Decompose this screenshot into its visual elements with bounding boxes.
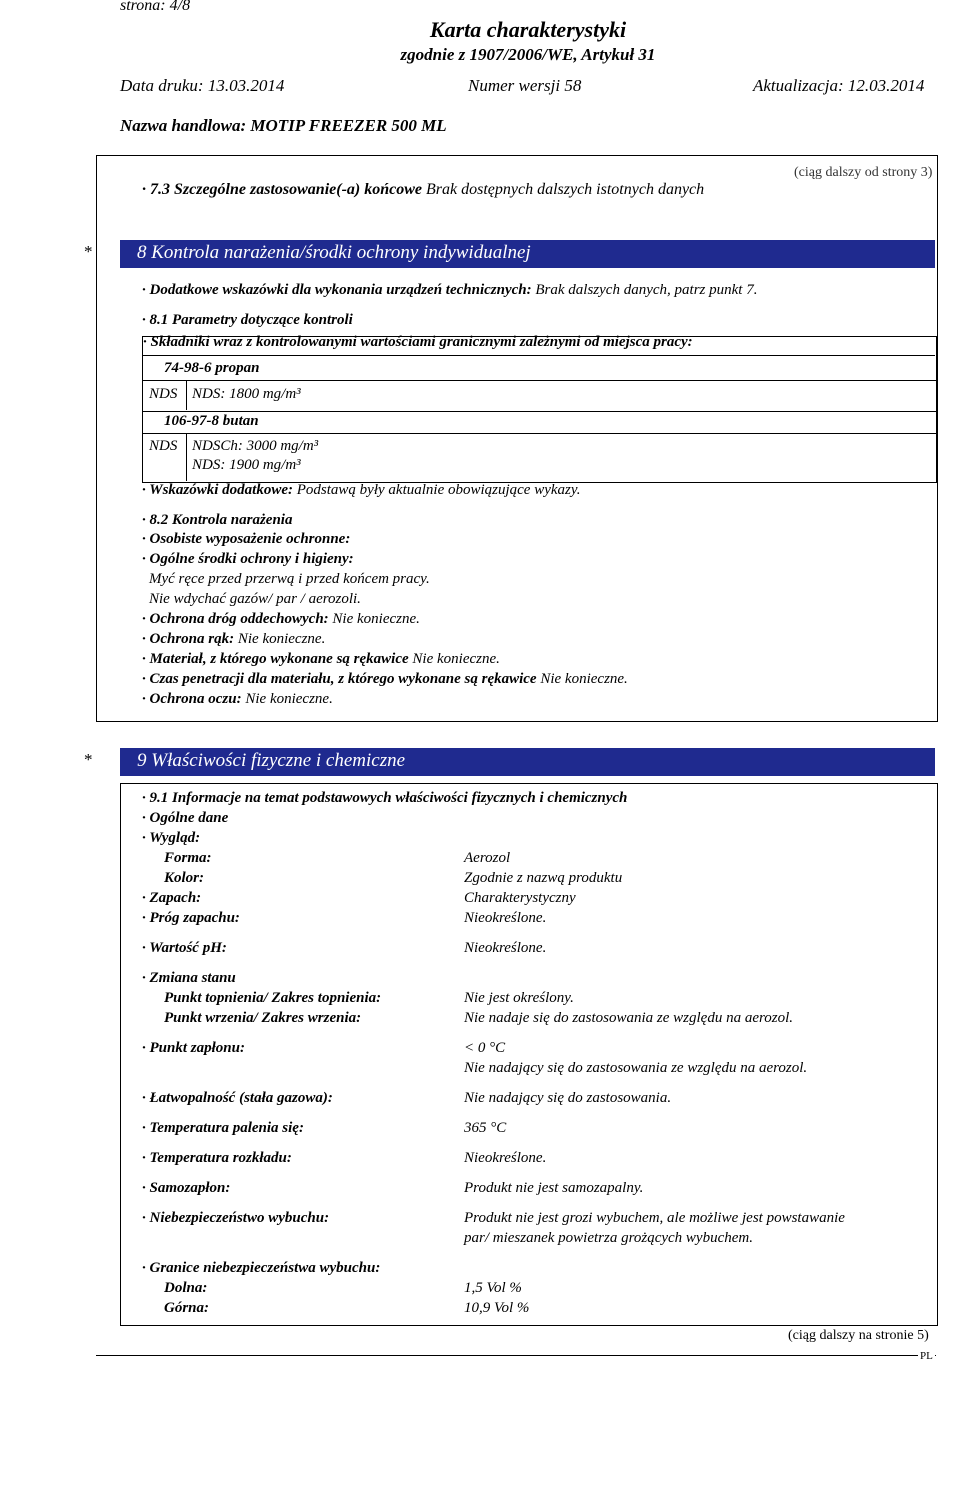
additional-hints — [142, 482, 580, 499]
eye-protection-value: Nie konieczne. — [245, 691, 333, 707]
hand-protection-value: Nie konieczne. — [237, 631, 326, 647]
ignition-temp-value: 365 °C — [464, 1120, 507, 1136]
trade-name: Nazwa handlowa: MOTIP FREEZER 500 ML — [120, 116, 447, 135]
melting-point-label: Punkt topnienia/ Zakres topnienia: — [164, 990, 382, 1006]
form-label: Forma: — [164, 850, 212, 866]
odor-threshold-value: Nieokreślone. — [464, 910, 547, 926]
state-change-label: · Zmiana stanu — [142, 970, 236, 986]
glove-material-label: · Materiał, z którego wykonane są rękawice — [142, 651, 409, 667]
section-8-header — [120, 240, 935, 268]
glove-material — [142, 651, 500, 668]
decomposition-temp-label: · Temperatura rozkładu: — [142, 1150, 292, 1166]
melting-point-value: Nie jest określony. — [464, 990, 574, 1006]
technical-guidance-label: · Dodatkowe wskazówki dla wykonania urządzeń technicznych: — [142, 282, 532, 298]
boiling-point-label: Punkt wrzenia/ Zakres wrzenia: — [164, 1010, 362, 1026]
flash-point-value: < 0 °C — [464, 1040, 506, 1056]
color-label: Kolor: — [164, 870, 205, 886]
substance-butane: 106-97-8 butan — [164, 413, 259, 429]
limit-value: NDS: 1800 mg/m³ — [192, 386, 301, 402]
continued-from: (ciąg dalszy od strony 3) — [794, 165, 933, 180]
section-7-3-value: Brak dostępnych dalszych istotnych danych — [426, 181, 705, 198]
odor-label: · Zapach: — [142, 890, 202, 906]
divider — [142, 433, 936, 434]
ignition-temp-label: · Temperatura palenia się: — [142, 1120, 304, 1136]
color-value: Zgodnie z nazwą produktu — [464, 870, 623, 886]
revision-star: * — [84, 750, 93, 769]
explosion-limits-label: · Granice niebezpieczeństwa wybuchu: — [142, 1260, 381, 1276]
hand-protection — [142, 631, 325, 648]
section-8-1-heading: · 8.1 Parametry dotyczące kontroli — [142, 312, 353, 328]
section-8-2-heading: · 8.2 Kontrola narażenia — [142, 512, 293, 528]
update-date: Aktualizacja: 12.03.2014 — [753, 76, 925, 95]
hygiene-item: Nie wdychać gazów/ par / aerozoli. — [149, 591, 361, 607]
section-9-header — [120, 748, 935, 776]
divider — [143, 355, 935, 356]
document-title: Karta charakterystyki — [429, 17, 627, 42]
continued-to: (ciąg dalszy na stronie 5) — [788, 1328, 929, 1343]
additional-hints-label: · Wskazówki dodatkowe: — [142, 482, 293, 498]
flash-point-note: Nie nadający się do zastosowania ze względu na aerozol. — [464, 1060, 808, 1076]
hygiene-item: Myć ręce przed przerwą i przed końcem pracy. — [149, 571, 430, 587]
explosion-hazard-value: par/ mieszanek powietrza grożących wybuchem. — [464, 1230, 753, 1246]
flammability-value: Nie nadający się do zastosowania. — [464, 1090, 672, 1106]
penetration-time — [142, 671, 628, 688]
technical-guidance-value: Brak dalszych danych, patrz punkt 7. — [535, 282, 758, 298]
hygiene-label: · Ogólne środki ochrony i higieny: — [142, 551, 354, 567]
respiratory-protection-label: · Ochrona dróg oddechowych: — [142, 611, 329, 627]
limit-value: NDSCh: 3000 mg/m³ — [192, 438, 319, 454]
technical-guidance — [142, 282, 757, 299]
respiratory-protection-value: Nie konieczne. — [332, 611, 420, 627]
self-ignition-label: · Samozapłon: — [142, 1180, 231, 1196]
respiratory-protection — [142, 611, 420, 628]
self-ignition-value: Produkt nie jest samozapalny. — [464, 1180, 644, 1196]
section-7-3 — [142, 181, 704, 199]
divider — [186, 380, 187, 410]
additional-hints-value: Podstawą były aktualnie obowiązujące wykazy. — [296, 482, 581, 498]
components-label: · Składniki wraz z kontrolowanymi wartościami granicznymi zależnymi od miejsca pracy: — [143, 334, 693, 350]
flammability-label: · Łatwopalność (stała gazowa): — [142, 1090, 333, 1106]
substance-propane: 74-98-6 propan — [164, 360, 260, 376]
limit-code: NDS — [149, 386, 178, 402]
section-7-3-label: · 7.3 Szczególne zastosowanie(-a) końcowe — [142, 181, 422, 198]
explosion-hazard-value: Produkt nie jest grozi wybuchem, ale możliwe jest powstawanie — [464, 1210, 845, 1226]
ppe-label: · Osobiste wyposażenie ochronne: — [142, 531, 351, 547]
odor-value: Charakterystyczny — [464, 890, 576, 906]
lower-limit-label: Dolna: — [164, 1280, 208, 1296]
language-code: PL — [920, 1350, 933, 1362]
limit-code: NDS — [149, 438, 178, 454]
divider — [186, 433, 187, 481]
ph-value: Nieokreślone. — [464, 940, 547, 956]
explosion-hazard-label: · Niebezpieczeństwo wybuchu: — [142, 1210, 330, 1226]
footer-divider — [96, 1355, 936, 1356]
ph-label: · Wartość pH: — [142, 940, 227, 956]
decomposition-temp-value: Nieokreślone. — [464, 1150, 547, 1166]
eye-protection-label: · Ochrona oczu: — [142, 691, 242, 707]
appearance-label: · Wygląd: — [142, 830, 201, 846]
eye-protection — [142, 691, 333, 708]
limit-value: NDS: 1900 mg/m³ — [192, 457, 301, 473]
penetration-time-label: · Czas penetracji dla materiału, z którego wykonane są rękawice — [142, 671, 537, 687]
general-data-label: · Ogólne dane — [142, 810, 229, 826]
flash-point-label: · Punkt zapłonu: — [142, 1040, 245, 1056]
section-9-1-heading: · 9.1 Informacje na temat podstawowych właściwości fizycznych i chemicznych — [142, 790, 628, 806]
upper-limit-value: 10,9 Vol % — [464, 1300, 530, 1316]
section-8-title: 8 Kontrola narażenia/środki ochrony indywidualnej — [137, 242, 531, 263]
upper-limit-label: Górna: — [164, 1300, 210, 1316]
lower-limit-value: 1,5 Vol % — [464, 1280, 522, 1296]
hand-protection-label: · Ochrona rąk: — [142, 631, 235, 647]
section-9-title: 9 Właściwości fizyczne i chemiczne — [137, 750, 406, 771]
boiling-point-value: Nie nadaje się do zastosowania ze względu na aerozol. — [464, 1010, 794, 1026]
odor-threshold-label: · Próg zapachu: — [142, 910, 240, 926]
print-date: Data druku: 13.03.2014 — [120, 76, 285, 95]
version-number: Numer wersji 58 — [468, 76, 582, 95]
page-number: strona: 4/8 — [120, 0, 191, 14]
glove-material-value: Nie konieczne. — [412, 651, 500, 667]
form-value: Aerozol — [464, 850, 511, 866]
revision-star: * — [84, 242, 93, 261]
document-subtitle: zgodnie z 1907/2006/WE, Artykuł 31 — [400, 45, 656, 64]
penetration-time-value: Nie konieczne. — [540, 671, 628, 687]
